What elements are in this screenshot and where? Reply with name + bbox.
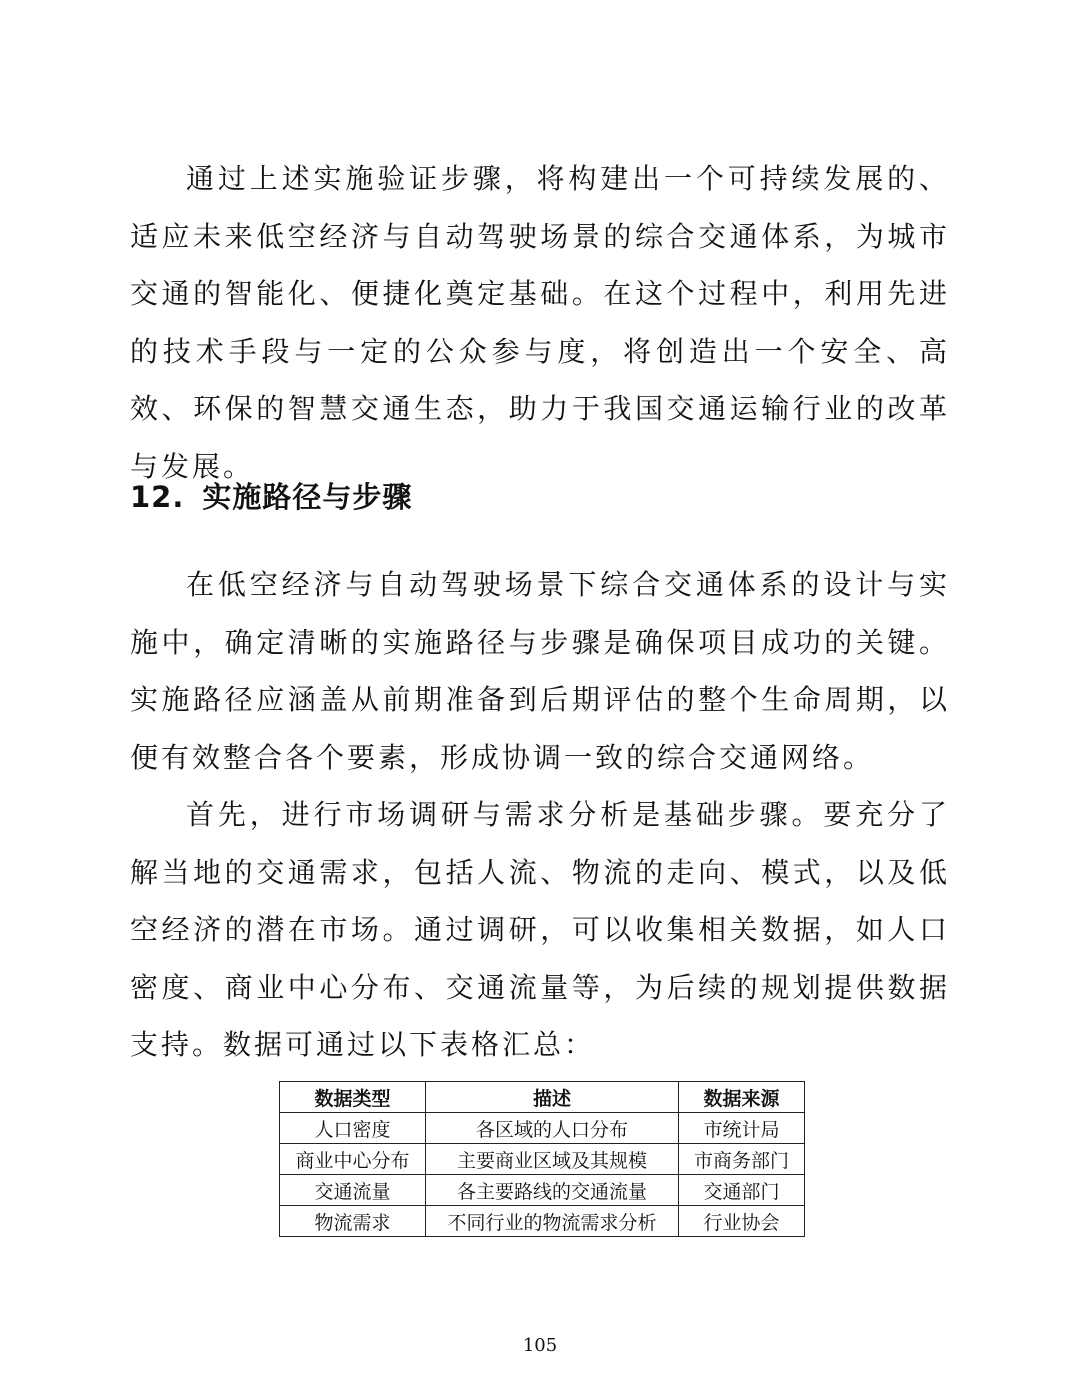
table-row (280, 1206, 805, 1237)
table-cell: 交通流量 (280, 1175, 426, 1206)
data-table-wrapper (279, 1081, 805, 1237)
section-number: 12. (130, 480, 185, 514)
table-cell: 物流需求 (280, 1206, 426, 1237)
table-cell: 各区域的人口分布 (426, 1113, 679, 1144)
table-row (280, 1175, 805, 1206)
table-cell: 行业协会 (679, 1206, 805, 1237)
section-title: 实施路径与步骤 (202, 480, 413, 514)
table-cell: 主要商业区域及其规模 (426, 1144, 679, 1175)
table-header-cell: 数据类型 (280, 1082, 426, 1113)
table-cell: 不同行业的物流需求分析 (426, 1206, 679, 1237)
table-cell: 商业中心分布 (280, 1144, 426, 1175)
intro-paragraph: 通过上述实施验证步骤，将构建出一个可持续发展的、适应未来低空经济与自动驾驶场景的综合交通体系，为城市交通的智能化、便捷化奠定基础。在这个过程中，利用先进的技术手段与一定的公众参与度，将创造出一个安全、高效、环保的智慧交通生态，助力于我国交通运输行业的改革与发展。 (130, 162, 950, 483)
table-cell: 人口密度 (280, 1113, 426, 1144)
table-header-row (280, 1082, 805, 1113)
table-row (280, 1144, 805, 1175)
page-number: 105 (522, 1335, 558, 1356)
intro-section (130, 150, 950, 495)
body-paragraph: 首先，进行市场调研与需求分析是基础步骤。要充分了解当地的交通需求，包括人流、物流的走向、模式，以及低空经济的潜在市场。通过调研，可以收集相关数据，如人口密度、商业中心分布、交通流量等，为后续的规划提供数据支持。数据可通过以下表格汇总： (130, 798, 950, 1061)
section-heading (130, 472, 412, 522)
table-header-cell: 数据来源 (679, 1082, 805, 1113)
table-cell: 市商务部门 (679, 1144, 805, 1175)
table-header-cell: 描述 (426, 1082, 679, 1113)
body-paragraph: 在低空经济与自动驾驶场景下综合交通体系的设计与实施中，确定清晰的实施路径与步骤是确保项目成功的关键。实施路径应涵盖从前期准备到后期评估的整个生命周期，以便有效整合各个要素，形成协调一致的综合交通网络。 (130, 568, 950, 774)
table-row (280, 1113, 805, 1144)
section-body (130, 556, 950, 1074)
data-summary-table (279, 1081, 805, 1237)
table-cell: 交通部门 (679, 1175, 805, 1206)
table-cell: 各主要路线的交通流量 (426, 1175, 679, 1206)
table-cell: 市统计局 (679, 1113, 805, 1144)
